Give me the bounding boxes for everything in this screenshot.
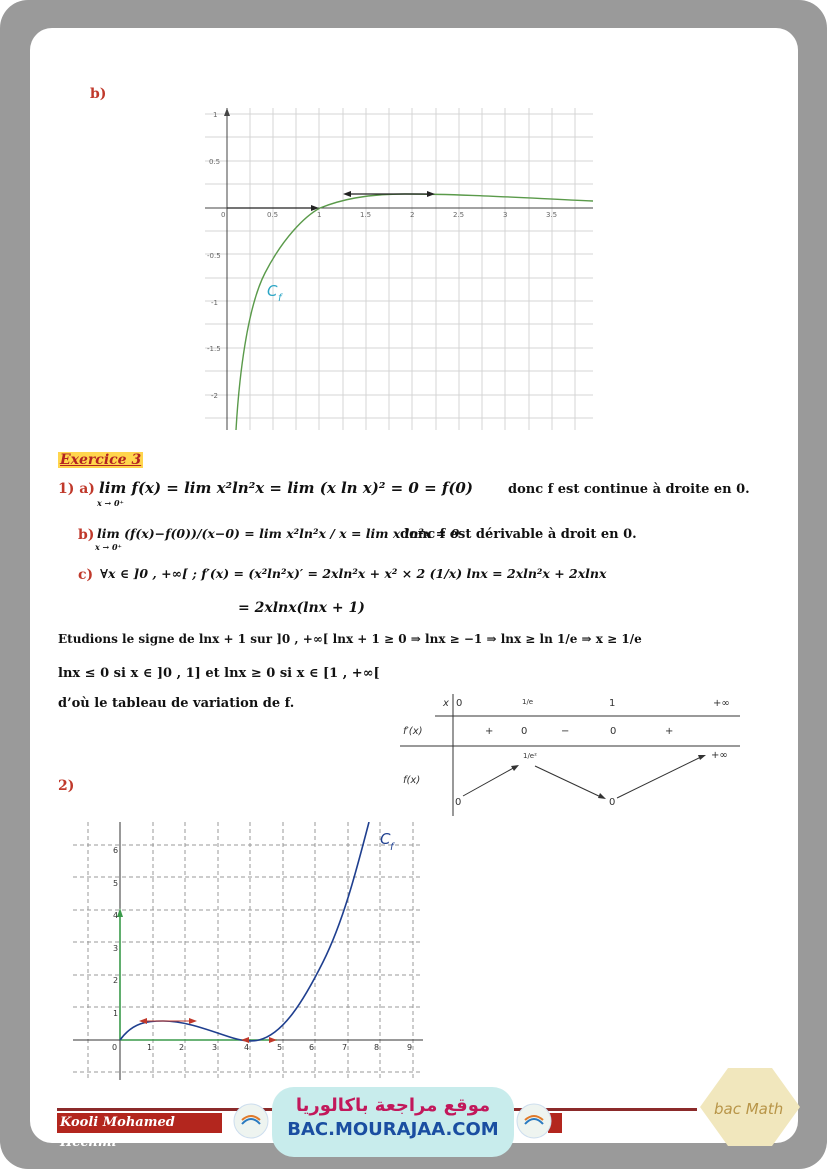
g2-xtick: 7 <box>342 1043 348 1052</box>
g1-xtick: 3.5 <box>546 211 558 219</box>
g2-curve-label: C <box>380 830 391 848</box>
g1-xtick: 1.5 <box>360 211 372 219</box>
g2-ytick: 3 <box>113 944 119 953</box>
table-fp-label: f′(x) <box>403 726 423 737</box>
q1a-limit: x → 0⁺ <box>97 498 124 508</box>
g1-ytick: -1 <box>211 299 218 307</box>
g2-xtick: 6 <box>309 1043 315 1052</box>
bac-math-logo-text: bac Math <box>714 1100 784 1118</box>
g1-xtick: 3 <box>503 211 508 219</box>
g2-xtick: 8 <box>374 1043 380 1052</box>
q1a-note: donc f est continue à droite en 0. <box>508 482 750 497</box>
table-fp-value: 0 <box>521 726 528 737</box>
author-name: Kooli Mohamed Hechmi <box>57 1113 222 1133</box>
q1c-text: ∀x ∈ ]0 , +∞[ ; f′(x) = (x²ln²x)′ = 2xln²x + x² × 2 (1/x) lnx = 2xln²x + 2xlnx <box>100 566 607 581</box>
site-badge[interactable] <box>272 1087 514 1157</box>
bac-math-logo <box>698 1066 802 1148</box>
g2-xtick: 0 <box>112 1043 118 1052</box>
g1-curve-label: C <box>267 282 278 300</box>
q1b-limit: x → 0⁺ <box>95 542 122 552</box>
g2-xtick: 2 <box>179 1043 185 1052</box>
g1-ytick: -0.5 <box>207 252 221 260</box>
table-f-value: 0 <box>455 797 462 808</box>
g2-ytick: 4 <box>113 911 119 920</box>
q1b-text: lim (f(x)−f(0))/(x−0) = lim x²ln²x / x = lim x ln²x = 0 <box>97 526 460 541</box>
table-x-value: 1 <box>609 698 616 709</box>
g2-ytick: 6 <box>113 846 119 855</box>
g1-xtick: 0 <box>221 211 226 219</box>
g1-ytick: -1.5 <box>207 345 221 353</box>
table-x-label: x <box>443 698 449 709</box>
site-badge-arabic: موقع مراجعة باكالوريا <box>295 1095 491 1116</box>
table-x-value: +∞ <box>713 698 730 709</box>
g2-xtick: 1 <box>147 1043 153 1052</box>
q1b-label: b) <box>78 527 95 543</box>
table-fp-value: − <box>561 726 570 737</box>
section-b-label: b) <box>90 86 107 102</box>
g2-curve-sub: f <box>390 842 394 853</box>
g2-xtick: 9 <box>407 1043 413 1052</box>
g2-curve <box>120 822 369 1041</box>
q1a-text: lim f(x) = lim x²ln²x = lim (x ln x)² = 0 = f(0) <box>99 479 473 497</box>
q2-label: 2) <box>58 778 75 794</box>
table-f-value: +∞ <box>711 750 728 761</box>
table-fp-value: + <box>485 726 494 737</box>
q1c-text2: = 2xlnx(lnx + 1) <box>238 600 365 616</box>
g1-ytick: -2 <box>211 392 218 400</box>
variation-table <box>395 690 740 818</box>
g1-xtick: 1 <box>317 211 322 219</box>
variation-intro: d’où le tableau de variation de f. <box>58 696 295 711</box>
g1-curve-sub: f <box>278 293 282 304</box>
sign-text2: lnx ≤ 0 si x ∈ ]0 , 1] et lnx ≥ 0 si x ∈ [1 , +∞[ <box>58 666 380 681</box>
table-fp-value: 0 <box>610 726 617 737</box>
g1-xtick: 2.5 <box>453 211 465 219</box>
exercise-title: Exercice 3 <box>60 452 142 468</box>
school-logo-left <box>232 1102 270 1140</box>
table-x-value: 1/e <box>522 698 534 706</box>
q1b-note: donc f est dérivable à droit en 0. <box>400 527 637 542</box>
g1-xtick: 0.5 <box>267 211 279 219</box>
g2-xtick: 3 <box>212 1043 218 1052</box>
school-logo-right <box>515 1102 553 1140</box>
table-x-value: 0 <box>456 698 463 709</box>
g2-ytick: 2 <box>113 976 119 985</box>
g2-xtick: 5 <box>277 1043 283 1052</box>
g1-ytick: 1 <box>213 111 218 119</box>
table-f-value: 1/e² <box>523 752 537 760</box>
graph-1 <box>205 108 593 430</box>
table-f-value: 0 <box>609 797 616 808</box>
sign-text: Etudions le signe de lnx + 1 sur ]0 , +∞[ lnx + 1 ≥ 0 ⇒ lnx ≥ −1 ⇒ lnx ≥ ln 1/e ⇒ x ≥ 1/e <box>58 632 642 646</box>
q1c-label: c) <box>78 567 94 583</box>
graph-2 <box>73 822 423 1080</box>
q1a-label: 1) a) <box>58 481 95 497</box>
g1-ytick: 0.5 <box>209 158 221 166</box>
g2-xtick: 4 <box>244 1043 250 1052</box>
table-f-label: f(x) <box>403 775 421 786</box>
g1-xtick: 2 <box>410 211 415 219</box>
g2-ytick: 5 <box>113 879 119 888</box>
g2-ytick: 1 <box>113 1009 119 1018</box>
table-fp-value: + <box>665 726 674 737</box>
site-badge-url: BAC.MOURAJAA.COM <box>287 1119 499 1140</box>
